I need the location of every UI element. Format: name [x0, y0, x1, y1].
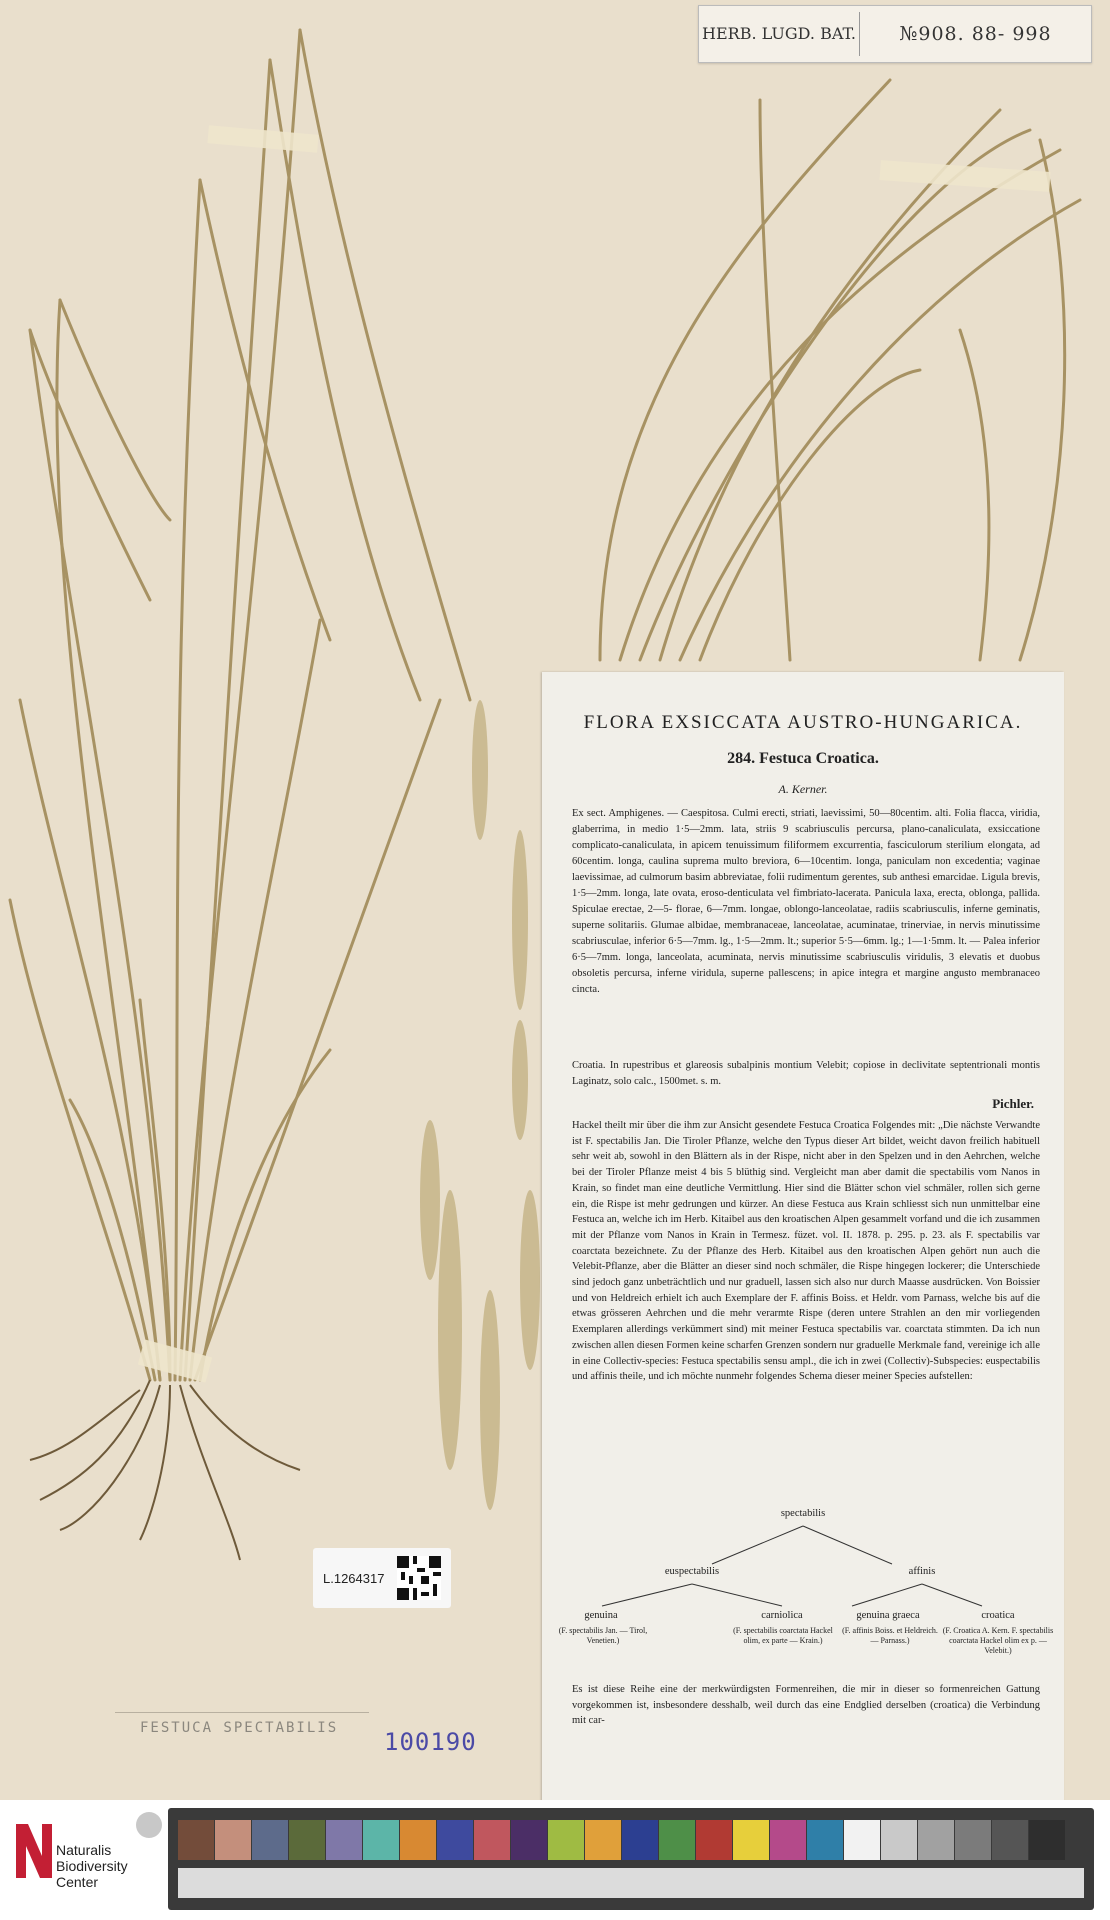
- leaf-name: carniolica: [761, 1610, 803, 1621]
- logo-line: Naturalis: [56, 1842, 112, 1858]
- catalog-number: L.1264317: [323, 1570, 385, 1586]
- color-swatch: [252, 1820, 288, 1860]
- herbarium-institution: HERB. LUGD. BAT.: [699, 12, 860, 56]
- color-swatch: [585, 1820, 621, 1860]
- species-title: 284. Festuca Croatica.: [727, 750, 879, 767]
- color-swatch: [289, 1820, 325, 1860]
- exsiccata-label: [542, 672, 1064, 1807]
- leaf-name: croatica: [981, 1610, 1015, 1621]
- color-swatches: [168, 1808, 1094, 1910]
- scheme-lines: [542, 1508, 1064, 1618]
- scale-strip: [178, 1868, 1084, 1898]
- herbarium-number: №908. 88- 998: [899, 23, 1052, 45]
- catalog-label: [313, 1548, 451, 1608]
- species-name-stamp: FESTUCA SPECTABILIS: [115, 1712, 369, 1744]
- color-swatch: [548, 1820, 584, 1860]
- color-swatch: [474, 1820, 510, 1860]
- color-swatch: [622, 1820, 658, 1860]
- leaf-name: genuina: [584, 1610, 618, 1621]
- locality-text: Croatia. In rupestribus et glareosis subalpinis montium Velebit; copiose in declivitate septentrionali montis Laginatz, solo calc., 1500met. s. m.: [572, 1060, 1040, 1087]
- herbarium-label: [698, 5, 1092, 63]
- color-swatch: [918, 1820, 954, 1860]
- color-swatch: [1029, 1820, 1065, 1860]
- logo-text: [56, 1842, 128, 1890]
- color-swatch: [733, 1820, 769, 1860]
- scheme-root: spectabilis: [780, 1508, 826, 1519]
- logo-dot-icon: [136, 1812, 162, 1838]
- collector-name: Pichler.: [992, 1096, 1034, 1111]
- color-swatch: [326, 1820, 362, 1860]
- color-swatch: [659, 1820, 695, 1860]
- logo-line: Center: [56, 1874, 99, 1890]
- scheme-right: affinis: [908, 1566, 936, 1577]
- color-swatch: [511, 1820, 547, 1860]
- color-swatch: [992, 1820, 1028, 1860]
- color-swatch: [437, 1820, 473, 1860]
- color-swatch: [215, 1820, 251, 1860]
- register-number: 100190: [384, 1728, 477, 1756]
- leaf-detail: (F. Croatica A. Kern. F. spectabilis coarctata Hackel olim ex p. — Velebit.): [942, 1626, 1054, 1655]
- species-description: Ex sect. Amphigenes. — Caespitosa. Culmi erecti, striati, laevissimi, 50—80centim. alti. Folia flacca, viridia, glaberrima, in medio 1·5—2mm. lata, striis 9 scabriusculis percursa, plano-canaliculata, exsiccatione complicato-canaliculata, in apicem tenuissimum filiformem excurrentia, fasciculorum sterilium elongata, ad 60centim. longa, caulina suprema multo breviora, 6—10centim. longa, paniculam non excedentia; vaginae laevissimae, ad culmorum basim abbreviatae, folii rudimentum gerentes, sub anthesi emarcidae. Ligula brevis, 1·5—2mm. longa, late ovata, eroso-denticulata vel fimbriato-lacerata. Panicula laxa, erecta, oblonga, pallida. Spiculae erectae, 2—5- florae, 6—7mm. longae, oblongo-lanceolatae, radiis scabriusculis, inferne geminatis, superne solitariis. Glumae albidae, membranaceae, lanceolatae, acuminatae, trinerviae, in nervis minutissime scabriusculae, inferior 6·5—7mm. lg., 1·5—2mm. lt.; superior 5·5—6mm. lg.; 1—1·5mm. lt. — Palea inferior 6·5—7mm. longa, lanceolata, acuminata, nervis minutissime scabriusculis viridulis, 3 elevatis et duobus obsoletis percursa, inferne viridula, superne pallescens; in apice integra et margine angusto membranaceo cincta.: [572, 808, 1040, 995]
- qr-code-icon: [397, 1556, 441, 1600]
- color-swatch: [807, 1820, 843, 1860]
- leaf-detail: (F. spectabilis Jan. — Tirol, Venetien.): [558, 1626, 648, 1645]
- series-title: FLORA EXSICCATA AUSTRO-HUNGARICA.: [583, 712, 1023, 733]
- species-author: A. Kerner.: [778, 782, 828, 796]
- color-swatch: [363, 1820, 399, 1860]
- color-swatch: [178, 1820, 214, 1860]
- color-swatch: [881, 1820, 917, 1860]
- naturalis-logo-icon: [12, 1818, 56, 1882]
- logo-line: Biodiversity: [56, 1858, 128, 1874]
- closing-text: Es ist diese Reihe eine der merkwürdigsten Formenreihen, die mir in dieser so formenreichen Gattung vorgekommen ist, insbesondere desshalb, weil durch das eine Endglied derselben (croatica) die Verbindung mit car-: [572, 1684, 1040, 1727]
- color-swatch: [400, 1820, 436, 1860]
- leaf-detail: (F. affinis Boiss. et Heldreich. — Parnass.): [842, 1626, 938, 1645]
- color-swatch: [844, 1820, 880, 1860]
- hackel-note: Hackel theilt mir über die ihm zur Ansicht gesendete Festuca Croatica Folgendes mit: „Die nächste Verwandte ist F. spectabilis Jan. Die Tiroler Pflanze, welche den Typus dieser Art bildet, weicht davon freilich habituell sehr weit ab, sowohl in den Blättern als in der Rispe, nicht aber in den Spelzen und in den Aehrchen, welche bei der Tiroler Pflanze meist 4 bis 5 blüthig sind. Vergleicht man aber damit die spectabilis vom Nanos in Krain, so findet man eine deutliche Vermittlung. Hier sind die Blätter schon viel schmäler, rollen sich gerne ein, die Rispe ist mehr gedrungen und kürzer. An diese Festuca aus Krain schliesst sich nun unmittelbar eine Festuca an, welche ich im Herb. Kitaibel aus den kroatischen Alpen gesammelt vorfand und die ich zusammen mit der Pflanze vom Nanos in Krain in Termesz. füzet. vol. II. 1878. p. 295. p. 23. als F. spectabilis var coarctata bezeichnete. Zu der Pflanze des Herb. Kitaibel aus den kroatischen Alpen gehört nun auch die Velebit-Pflanze, aber die Blätter an dieser sind noch schmäler, die Rispe hingegen lockerer; die Unterschiede sind jedoch ganz unbeträchtlich und nur graduell, lassen sich also nur durch Maasse ausdrücken. Von Boissier und von Heldreich erhielt ich auch Exemplare der F. affinis Boiss. et Heldr. vom Parnass, welche bis auf die etwas grösseren Aehrchen und die mehr verarmte Rispe (deren untere Strahlen an den mir vorliegenden Exemplaren allerdings verkümmert sind) mit meiner Festuca spectabilis var. coarctata stimmten. Da ich nun zwischen allen diesen Formen keine scharfen Grenzen sondern nur graduelle Merkmale fand, vereinige ich alle in eine Collectiv-species: Festuca spectabilis sensu ampl., die ich in zwei (Collectiv)-Subspecies: euspectabilis und affinis theile, und ich möchte nunmehr folgendes Schema dieser meiner Species aufstellen:: [572, 1120, 1040, 1383]
- scheme-left: euspectabilis: [664, 1566, 720, 1577]
- color-calibration-bar: [168, 1808, 1094, 1910]
- leaf-name: genuina graeca: [856, 1610, 920, 1621]
- leaf-detail: (F. spectabilis coarctata Hackel olim, ex parte — Krain.): [733, 1626, 833, 1645]
- color-swatch: [770, 1820, 806, 1860]
- color-swatch: [955, 1820, 991, 1860]
- color-swatch: [696, 1820, 732, 1860]
